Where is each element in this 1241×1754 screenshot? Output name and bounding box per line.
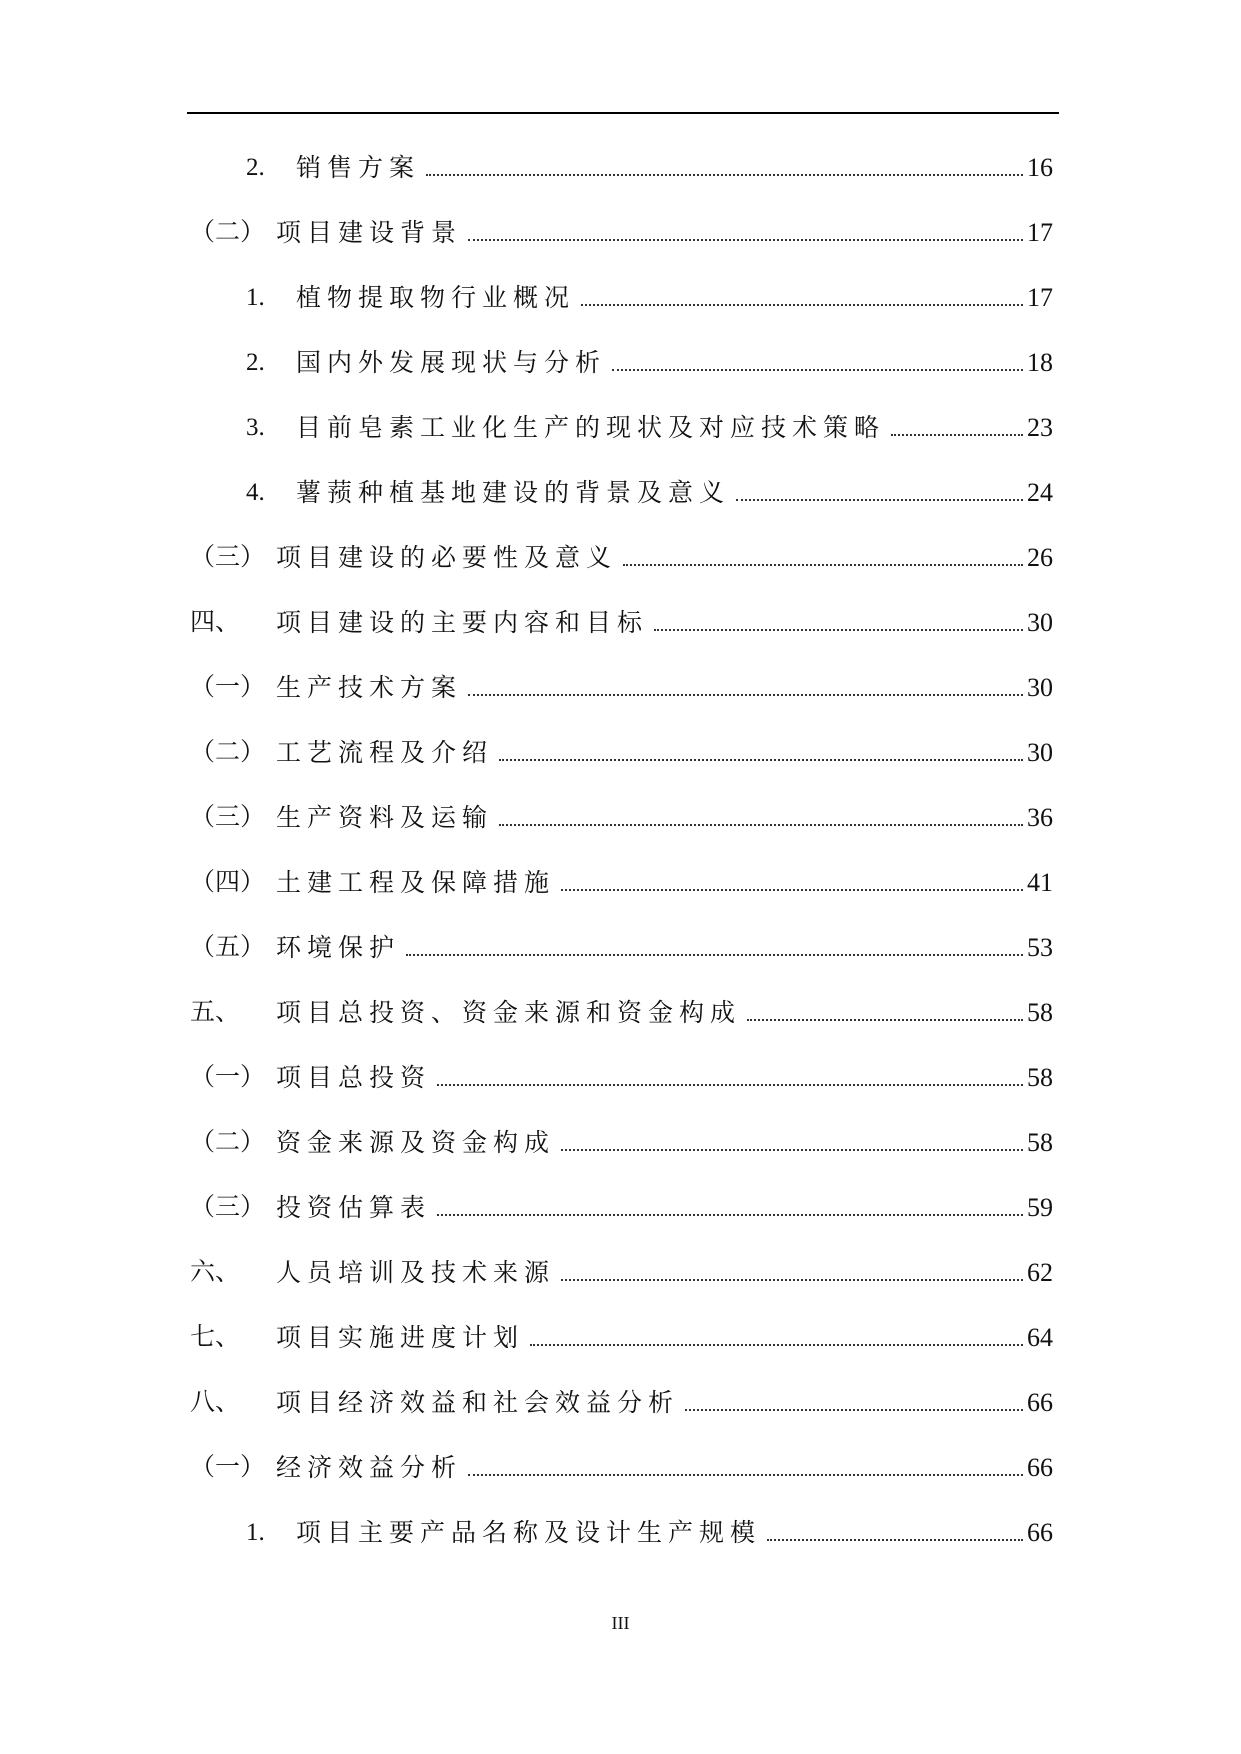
toc-entry-number: 1. — [246, 1519, 265, 1546]
toc-dot-leader — [468, 1473, 1023, 1476]
toc-entry-title: 项目实施进度计划 — [276, 1323, 525, 1352]
header-rule — [187, 112, 1059, 114]
toc-entry-page: 17 — [1027, 218, 1053, 247]
toc-entry-title: 项目建设的主要内容和目标 — [276, 608, 649, 637]
toc-entry-title: 人员培训及技术来源 — [276, 1258, 556, 1287]
toc-dot-leader — [406, 953, 1023, 956]
toc-entry-title: 生产技术方案 — [276, 673, 463, 702]
toc-entry-number: （一） — [190, 1454, 266, 1481]
toc-entry-page: 64 — [1027, 1323, 1053, 1352]
toc-entry[interactable] — [0, 348, 1241, 413]
toc-dot-leader — [736, 498, 1023, 501]
toc-entry-number: （四） — [190, 869, 266, 896]
toc-entry-title: 项目总投资 — [276, 1063, 432, 1092]
toc-entry-number: 五、 — [190, 999, 241, 1026]
toc-entry-page: 41 — [1027, 868, 1053, 897]
toc-entry[interactable] — [0, 933, 1241, 998]
toc-dot-leader — [530, 1343, 1023, 1346]
toc-entry-title: 生产资料及运输 — [276, 803, 494, 832]
toc-entry-body — [296, 1518, 1053, 1548]
toc-entry[interactable] — [0, 218, 1241, 283]
toc-dot-leader — [437, 1213, 1023, 1216]
toc-entry-page: 16 — [1027, 153, 1053, 182]
toc-dot-leader — [499, 823, 1023, 826]
toc-entry[interactable] — [0, 998, 1241, 1063]
toc-entry[interactable] — [0, 803, 1241, 868]
toc-entry[interactable] — [0, 413, 1241, 478]
toc-entry-page: 58 — [1027, 1063, 1053, 1092]
toc-entry-page: 66 — [1027, 1518, 1053, 1547]
toc-entry-body — [296, 413, 1053, 443]
toc-entry-number: 四、 — [190, 609, 241, 636]
table-of-contents — [0, 153, 1241, 1583]
toc-entry-body — [276, 803, 1053, 833]
toc-entry-page: 66 — [1027, 1453, 1053, 1482]
toc-entry-number: 七、 — [190, 1324, 241, 1351]
toc-dot-leader — [561, 1148, 1023, 1151]
toc-entry-title: 经济效益分析 — [276, 1453, 463, 1482]
toc-entry-body — [276, 1388, 1053, 1418]
toc-entry[interactable] — [0, 283, 1241, 348]
toc-entry-body — [276, 1128, 1053, 1158]
toc-entry-title: 资金来源及资金构成 — [276, 1128, 556, 1157]
toc-entry[interactable] — [0, 543, 1241, 608]
toc-entry[interactable] — [0, 1388, 1241, 1453]
toc-entry-body — [276, 543, 1053, 573]
toc-dot-leader — [612, 368, 1023, 371]
toc-entry-title: 国内外发展现状与分析 — [296, 348, 607, 377]
toc-entry-page: 36 — [1027, 803, 1053, 832]
toc-entry-body — [296, 478, 1053, 508]
toc-entry-page: 58 — [1027, 1128, 1053, 1157]
toc-entry[interactable] — [0, 1258, 1241, 1323]
toc-dot-leader — [426, 173, 1023, 176]
toc-entry-number: （三） — [190, 804, 266, 831]
toc-entry-page: 62 — [1027, 1258, 1053, 1287]
toc-entry-number: （一） — [190, 674, 266, 701]
toc-entry-page: 53 — [1027, 933, 1053, 962]
toc-entry-body — [276, 738, 1053, 768]
toc-entry-title: 项目主要产品名称及设计生产规模 — [296, 1518, 762, 1547]
toc-entry-body — [276, 1063, 1053, 1093]
toc-entry-body — [276, 673, 1053, 703]
toc-dot-leader — [891, 433, 1023, 436]
toc-entry-title: 投资估算表 — [276, 1193, 432, 1222]
toc-entry[interactable] — [0, 738, 1241, 803]
toc-dot-leader — [623, 563, 1023, 566]
toc-entry-page: 24 — [1027, 478, 1053, 507]
toc-entry[interactable] — [0, 868, 1241, 933]
toc-entry-title: 项目总投资、资金来源和资金构成 — [276, 998, 742, 1027]
toc-entry-page: 59 — [1027, 1193, 1053, 1222]
toc-entry[interactable] — [0, 1063, 1241, 1128]
toc-entry-page: 17 — [1027, 283, 1053, 312]
toc-entry-body — [276, 608, 1053, 638]
toc-entry-title: 土建工程及保障措施 — [276, 868, 556, 897]
toc-entry-title: 项目建设背景 — [276, 218, 463, 247]
toc-entry-page: 30 — [1027, 608, 1053, 637]
toc-entry-number: 3. — [246, 414, 265, 441]
toc-entry-title: 薯蓣种植基地建设的背景及意义 — [296, 478, 731, 507]
toc-dot-leader — [581, 303, 1023, 306]
toc-entry-number: （二） — [190, 1129, 266, 1156]
toc-entry-title: 植物提取物行业概况 — [296, 283, 576, 312]
page-number: III — [611, 1613, 630, 1633]
toc-entry-page: 26 — [1027, 543, 1053, 572]
toc-entry[interactable] — [0, 1453, 1241, 1518]
toc-entry[interactable] — [0, 1193, 1241, 1258]
toc-entry[interactable] — [0, 1518, 1241, 1583]
toc-entry-title: 工艺流程及介绍 — [276, 738, 494, 767]
toc-entry-title: 目前皂素工业化生产的现状及对应技术策略 — [296, 413, 886, 442]
toc-dot-leader — [437, 1083, 1023, 1086]
toc-entry-body — [276, 868, 1053, 898]
toc-entry[interactable] — [0, 608, 1241, 673]
toc-entry-number: （三） — [190, 1194, 266, 1221]
toc-entry-body — [296, 283, 1053, 313]
toc-entry-body — [276, 1258, 1053, 1288]
toc-entry-title: 项目建设的必要性及意义 — [276, 543, 618, 572]
toc-dot-leader — [561, 1278, 1023, 1281]
toc-entry-body — [276, 1193, 1053, 1223]
toc-entry-page: 66 — [1027, 1388, 1053, 1417]
toc-entry-number: 2. — [246, 349, 265, 376]
toc-entry-body — [276, 1323, 1053, 1353]
toc-entry[interactable] — [0, 1128, 1241, 1193]
toc-dot-leader — [685, 1408, 1023, 1411]
toc-entry-number: 八、 — [190, 1389, 241, 1416]
toc-entry-number: （一） — [190, 1064, 266, 1091]
toc-entry[interactable] — [0, 1323, 1241, 1388]
toc-dot-leader — [747, 1018, 1023, 1021]
toc-entry-body — [276, 933, 1053, 963]
toc-dot-leader — [767, 1538, 1023, 1541]
toc-entry-title: 销售方案 — [296, 153, 421, 182]
toc-entry-number: 1. — [246, 284, 265, 311]
toc-dot-leader — [468, 238, 1023, 241]
toc-entry-body — [296, 348, 1053, 378]
toc-entry-page: 30 — [1027, 738, 1053, 767]
toc-entry-number: 六、 — [190, 1259, 241, 1286]
toc-entry-number: 4. — [246, 479, 265, 506]
toc-dot-leader — [561, 888, 1023, 891]
toc-entry[interactable] — [0, 673, 1241, 738]
toc-entry-number: 2. — [246, 154, 265, 181]
toc-entry[interactable] — [0, 153, 1241, 218]
toc-entry-body — [276, 998, 1053, 1028]
toc-dot-leader — [468, 693, 1023, 696]
toc-entry-page: 23 — [1027, 413, 1053, 442]
toc-entry-title: 环境保护 — [276, 933, 401, 962]
toc-entry-number: （三） — [190, 544, 266, 571]
toc-entry-page: 18 — [1027, 348, 1053, 377]
toc-dot-leader — [499, 758, 1023, 761]
toc-dot-leader — [654, 628, 1023, 631]
toc-entry-page: 58 — [1027, 998, 1053, 1027]
toc-entry-body — [296, 153, 1053, 183]
toc-entry-number: （二） — [190, 739, 266, 766]
toc-entry-number: （二） — [190, 219, 266, 246]
toc-entry[interactable] — [0, 478, 1241, 543]
toc-entry-number: （五） — [190, 934, 266, 961]
toc-entry-page: 30 — [1027, 673, 1053, 702]
toc-entry-body — [276, 1453, 1053, 1483]
toc-entry-title: 项目经济效益和社会效益分析 — [276, 1388, 680, 1417]
toc-entry-body — [276, 218, 1053, 248]
